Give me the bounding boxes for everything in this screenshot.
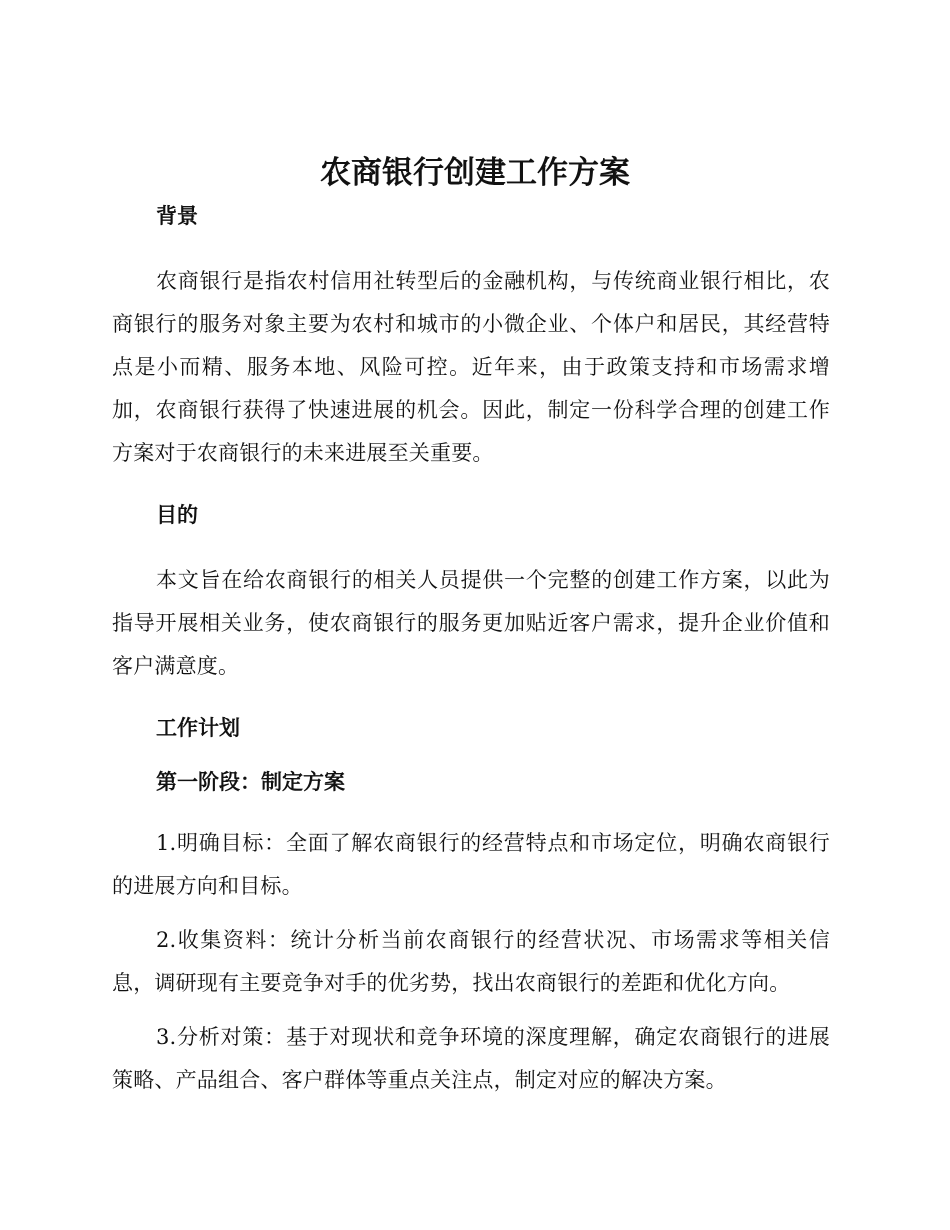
background-paragraph: 农商银行是指农村信用社转型后的金融机构，与传统商业银行相比，农商银行的服务对象主要为农村和城市的小微企业、个体户和居民，其经营特点是小而精、服务本地、风险可控。近年来，由于政策支持和市场需求增加，农商银行获得了快速进展的机会。因此，制定一份科学合理的创建工作方案对于农商银行的未来进展至关重要。 <box>112 269 830 465</box>
document-body <box>112 200 830 1102</box>
section-heading-work-plan: 工作计划 <box>156 716 240 740</box>
subsection-heading-phase-1: 第一阶段：制定方案 <box>156 770 345 794</box>
purpose-paragraph: 本文旨在给农商银行的相关人员提供一个完整的创建工作方案，以此为指导开展相关业务，使农商银行的服务更加贴近客户需求，提升企业价值和客户满意度。 <box>112 568 830 678</box>
phase1-item-3: 3.分析对策：基于对现状和竞争环境的深度理解，确定农商银行的进展策略、产品组合、客户群体等重点关注点，制定对应的解决方案。 <box>112 1025 830 1092</box>
phase1-item-1: 1.明确目标：全面了解农商银行的经营特点和市场定位，明确农商银行的进展方向和目标。 <box>112 831 830 898</box>
section-heading-purpose: 目的 <box>156 503 198 527</box>
phase1-item-2: 2.收集资料：统计分析当前农商银行的经营状况、市场需求等相关信息，调研现有主要竞争对手的优劣势，找出农商银行的差距和优化方向。 <box>112 928 830 995</box>
section-heading-background: 背景 <box>156 204 198 228</box>
document-title: 农商银行创建工作方案 <box>320 155 630 191</box>
